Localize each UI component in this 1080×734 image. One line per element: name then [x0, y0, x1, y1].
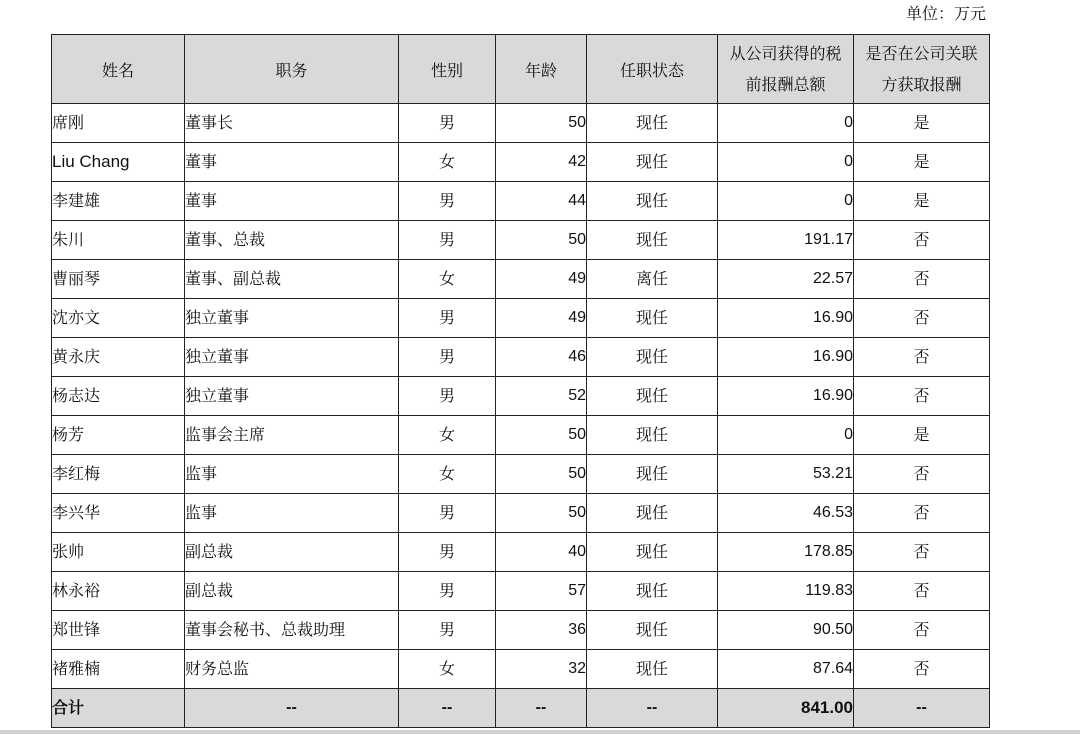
- cell-name: 李红梅: [52, 455, 185, 494]
- cell-name: 李建雄: [52, 182, 185, 221]
- cell-status: 现任: [587, 611, 718, 650]
- cell-name: 李兴华: [52, 494, 185, 533]
- header-pretax-pay-line2: 前报酬总额: [745, 75, 826, 94]
- cell-related: 否: [854, 650, 990, 689]
- cell-pay: 16.90: [718, 377, 854, 416]
- cell-name: 曹丽琴: [52, 260, 185, 299]
- cell-position: 监事: [185, 494, 399, 533]
- cell-related: 是: [854, 416, 990, 455]
- cell-age: 40: [496, 533, 587, 572]
- cell-pay: 0: [718, 182, 854, 221]
- cell-status: 现任: [587, 533, 718, 572]
- cell-position: 董事会秘书、总裁助理: [185, 611, 399, 650]
- cell-related: 否: [854, 533, 990, 572]
- compensation-table: [51, 34, 990, 728]
- cell-gender: 女: [399, 650, 496, 689]
- cell-position: 董事、副总裁: [185, 260, 399, 299]
- header-position: 职务: [185, 35, 399, 104]
- cell-pay: 191.17: [718, 221, 854, 260]
- cell-pay: 178.85: [718, 533, 854, 572]
- header-status: 任职状态: [587, 35, 718, 104]
- cell-name: 席刚: [52, 104, 185, 143]
- total-label: 合计: [52, 689, 185, 728]
- cell-name: 杨志达: [52, 377, 185, 416]
- cell-gender: 男: [399, 494, 496, 533]
- table-row: [52, 416, 990, 455]
- cell-age: 42: [496, 143, 587, 182]
- cell-name: 朱川: [52, 221, 185, 260]
- cell-pay: 22.57: [718, 260, 854, 299]
- cell-gender: 女: [399, 416, 496, 455]
- cell-status: 现任: [587, 143, 718, 182]
- cell-name: 褚雅楠: [52, 650, 185, 689]
- cell-gender: 男: [399, 221, 496, 260]
- cell-pay: 53.21: [718, 455, 854, 494]
- cell-related: 否: [854, 338, 990, 377]
- cell-position: 董事、总裁: [185, 221, 399, 260]
- cell-pay: 119.83: [718, 572, 854, 611]
- cell-age: 57: [496, 572, 587, 611]
- table-row: [52, 533, 990, 572]
- cell-gender: 男: [399, 299, 496, 338]
- cell-name: 沈亦文: [52, 299, 185, 338]
- cell-position: 独立董事: [185, 377, 399, 416]
- cell-related: 否: [854, 221, 990, 260]
- cell-status: 现任: [587, 182, 718, 221]
- cell-position: 副总裁: [185, 572, 399, 611]
- table-row: [52, 182, 990, 221]
- cell-status: 现任: [587, 416, 718, 455]
- cell-related: 是: [854, 182, 990, 221]
- cell-name: 张帅: [52, 533, 185, 572]
- cell-status: 现任: [587, 494, 718, 533]
- total-row: [52, 689, 990, 728]
- unit-label: 单位：万元: [906, 4, 987, 23]
- cell-age: 49: [496, 260, 587, 299]
- cell-age: 32: [496, 650, 587, 689]
- cell-status: 离任: [587, 260, 718, 299]
- table-row: [52, 104, 990, 143]
- cell-age: 50: [496, 104, 587, 143]
- cell-age: 49: [496, 299, 587, 338]
- header-gender: 性别: [399, 35, 496, 104]
- cell-pay: 16.90: [718, 338, 854, 377]
- cell-gender: 女: [399, 260, 496, 299]
- table-row: [52, 299, 990, 338]
- cell-status: 现任: [587, 455, 718, 494]
- cell-name: 郑世锋: [52, 611, 185, 650]
- cell-name: 黄永庆: [52, 338, 185, 377]
- cell-related: 否: [854, 260, 990, 299]
- total-position: --: [185, 689, 399, 728]
- cell-position: 董事: [185, 143, 399, 182]
- cell-gender: 男: [399, 377, 496, 416]
- table-row: [52, 260, 990, 299]
- cell-position: 财务总监: [185, 650, 399, 689]
- cell-name: 林永裕: [52, 572, 185, 611]
- total-pay: 841.00: [718, 689, 854, 728]
- cell-status: 现任: [587, 377, 718, 416]
- cell-position: 副总裁: [185, 533, 399, 572]
- cell-gender: 男: [399, 533, 496, 572]
- total-gender: --: [399, 689, 496, 728]
- cell-status: 现任: [587, 104, 718, 143]
- header-pretax-pay-line1: 从公司获得的税: [729, 44, 842, 63]
- cell-name: 杨芳: [52, 416, 185, 455]
- cell-age: 46: [496, 338, 587, 377]
- cell-position: 监事: [185, 455, 399, 494]
- table-row: [52, 143, 990, 182]
- header-related-pay-line2: 方获取报酬: [881, 75, 962, 94]
- total-related: --: [854, 689, 990, 728]
- cell-related: 否: [854, 494, 990, 533]
- cell-status: 现任: [587, 221, 718, 260]
- cell-status: 现任: [587, 299, 718, 338]
- cell-name: Liu Chang: [52, 143, 185, 182]
- table-row: [52, 611, 990, 650]
- cell-gender: 女: [399, 455, 496, 494]
- cell-position: 独立董事: [185, 299, 399, 338]
- cell-pay: 90.50: [718, 611, 854, 650]
- cell-pay: 0: [718, 416, 854, 455]
- cell-pay: 16.90: [718, 299, 854, 338]
- table-row: [52, 221, 990, 260]
- cell-position: 董事: [185, 182, 399, 221]
- cell-gender: 男: [399, 104, 496, 143]
- table-row: [52, 572, 990, 611]
- cell-gender: 男: [399, 338, 496, 377]
- header-pretax-pay: [718, 35, 854, 104]
- table-row: [52, 494, 990, 533]
- table-row: [52, 338, 990, 377]
- cell-position: 独立董事: [185, 338, 399, 377]
- table-row: [52, 455, 990, 494]
- table-row: [52, 650, 990, 689]
- cell-gender: 男: [399, 572, 496, 611]
- total-status: --: [587, 689, 718, 728]
- cell-related: 是: [854, 104, 990, 143]
- cell-age: 50: [496, 221, 587, 260]
- cell-gender: 女: [399, 143, 496, 182]
- cell-related: 是: [854, 143, 990, 182]
- cell-position: 董事长: [185, 104, 399, 143]
- header-related-pay: [854, 35, 990, 104]
- cell-related: 否: [854, 455, 990, 494]
- cell-age: 50: [496, 416, 587, 455]
- cell-age: 50: [496, 455, 587, 494]
- cell-status: 现任: [587, 572, 718, 611]
- page-bottom-edge: [0, 730, 1080, 734]
- cell-related: 否: [854, 611, 990, 650]
- cell-gender: 男: [399, 182, 496, 221]
- cell-age: 50: [496, 494, 587, 533]
- header-related-pay-line1: 是否在公司关联: [865, 44, 978, 63]
- cell-related: 否: [854, 299, 990, 338]
- cell-related: 否: [854, 377, 990, 416]
- cell-status: 现任: [587, 338, 718, 377]
- cell-position: 监事会主席: [185, 416, 399, 455]
- cell-age: 36: [496, 611, 587, 650]
- cell-age: 44: [496, 182, 587, 221]
- cell-age: 52: [496, 377, 587, 416]
- table-row: [52, 377, 990, 416]
- header-row: [52, 35, 990, 104]
- total-age: --: [496, 689, 587, 728]
- cell-pay: 87.64: [718, 650, 854, 689]
- header-age: 年龄: [496, 35, 587, 104]
- cell-pay: 0: [718, 143, 854, 182]
- cell-pay: 46.53: [718, 494, 854, 533]
- cell-status: 现任: [587, 650, 718, 689]
- cell-pay: 0: [718, 104, 854, 143]
- header-name: 姓名: [52, 35, 185, 104]
- cell-gender: 男: [399, 611, 496, 650]
- cell-related: 否: [854, 572, 990, 611]
